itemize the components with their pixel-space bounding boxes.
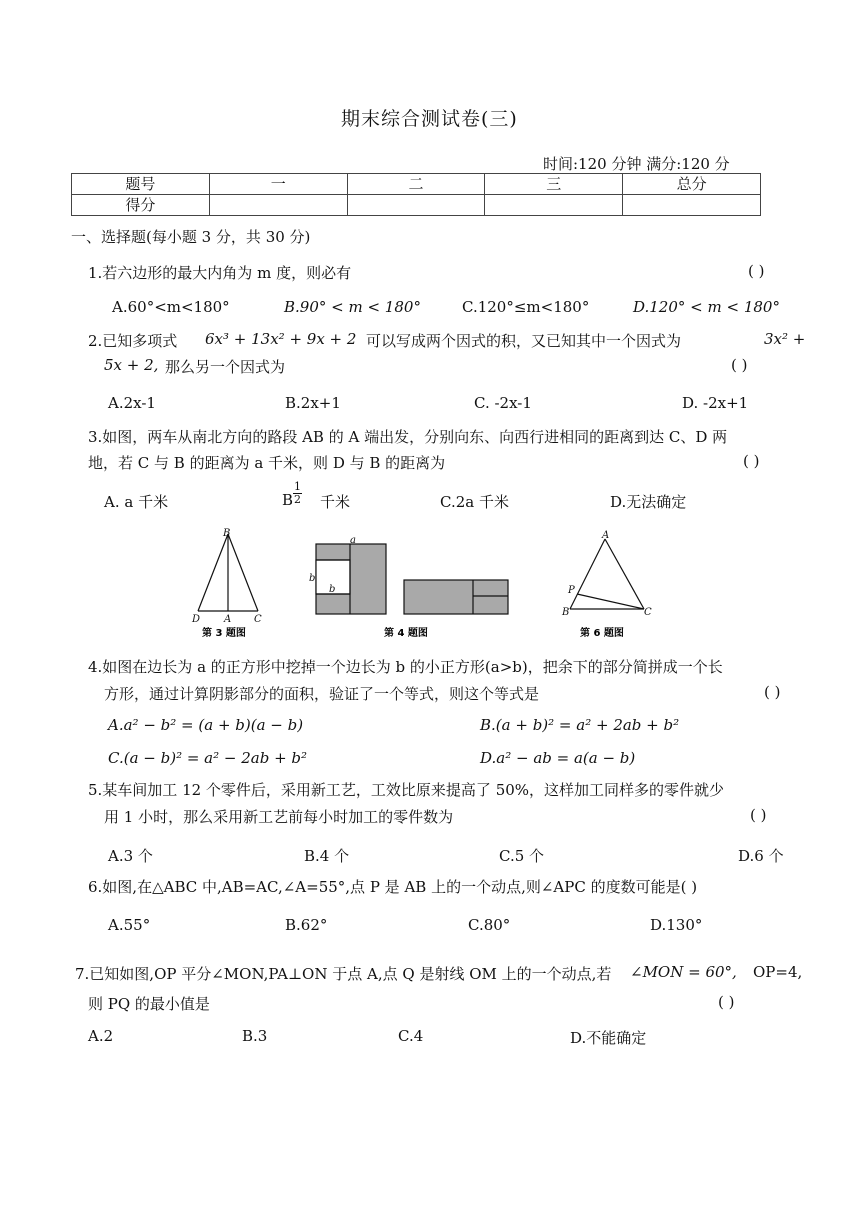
time-info: 时间:120 分钟 满分:120 分 [543,155,730,173]
q2-poly: 6x³ + 13x² + 9x + 2 [205,330,357,348]
q3-line-2: 地，若 C 与 B 的距离为 a 千米，则 D 与 B 的距离为 [88,454,446,472]
q5-line-1: 5.某车间加工 12 个零件后，采用新工艺，工效比原来提高了 50%，这样加工同样多的零件就少 [88,781,725,799]
fig3-label-d: D [192,614,201,625]
score-cell-1[interactable] [209,195,347,216]
q7-option-b: B.3 [242,1027,268,1045]
score-header-label: 题号 [72,174,210,195]
fig3-label-b: B [223,528,231,539]
q1-option-b: B.90° < m < 180° [284,298,421,316]
q3-option-c: C.2a 千米 [440,493,509,511]
q1-option-a: A.60°<m<180° [112,298,230,316]
q2-factor-b: 5x + 2, [104,356,159,374]
q4-option-a: A.a² − b² = (a + b)(a − b) [108,716,304,734]
fig6-side-ac [605,539,644,609]
q1-option-c: C.120°≤m<180° [462,298,590,316]
figure-6 [570,539,644,609]
figure-4 [316,544,508,614]
q3-paren: ( ) [743,452,760,470]
q4-option-b: B.(a + b)² = a² + 2ab + b² [480,716,680,734]
q2-option-c: C. -2x-1 [474,394,532,412]
section-heading: 一、选择题(每小题 3 分，共 30 分) [71,228,311,246]
q4-line-1: 4.如图在边长为 a 的正方形中挖掉一个边长为 b 的小正方形(a>b)，把余下的部分简拼成一个长 [88,658,723,676]
q4-option-c: C.(a − b)² = a² − 2ab + b² [108,749,308,767]
figure-3 [198,534,258,611]
score-table-header-row [72,174,761,195]
q7-stem-1: 7.已知如图,OP 平分∠MON,PA⊥ON 于点 A,点 Q 是射线 OM 上的一个动点,若 [75,965,612,983]
fig6-caption: 第 6 题图 [580,628,624,639]
q5-line-2: 用 1 小时，那么采用新工艺前每小时加工的零件数为 [104,808,454,826]
score-cell-3[interactable] [485,195,623,216]
fig4-caption: 第 4 题图 [384,628,428,639]
fig3-label-a: A [224,614,232,625]
q7-stem-2: OP=4, [753,963,803,981]
q5-option-b: B.4 个 [304,847,350,865]
q2-factor-a: 3x² + [764,330,806,348]
q6-option-a: A.55° [108,916,151,934]
q6-stem: 6.如图,在△ABC 中,AB=AC,∠A=55°,点 P 是 AB 上的一个动点,则∠APC 的度数可能是( ) [88,878,698,896]
q3-option-a: A. a 千米 [104,493,169,511]
score-header-3: 三 [485,174,623,195]
q3-option-d: D.无法确定 [610,493,687,511]
score-header-2: 二 [347,174,485,195]
fig4-label-a: a [350,535,356,546]
q4-line-2: 方形，通过计算阴影部分的面积，验证了一个等式，则这个等式是 [104,685,540,703]
q7-angle: ∠MON = 60°, [630,963,737,981]
q3-option-b-fraction [293,481,302,506]
q1-option-d: D.120° < m < 180° [633,298,780,316]
score-row-label: 得分 [72,195,210,216]
q3-option-b-prefix: B [282,491,294,509]
q2-option-d: D. -2x+1 [682,394,749,412]
q6-option-b: B.62° [285,916,328,934]
score-cell-total[interactable] [623,195,761,216]
q4-option-d: D.a² − ab = a(a − b) [480,749,636,767]
score-header-1: 一 [209,174,347,195]
fig6-label-p: P [568,585,575,596]
q4-paren: ( ) [764,683,781,701]
fig3-side-bd [198,534,228,611]
q7-line-2: 则 PQ 的最小值是 [88,995,210,1013]
q5-option-d: D.6 个 [738,847,784,865]
q5-option-a: A.3 个 [108,847,153,865]
fig6-label-a: A [602,530,610,541]
fig4-rectangle [404,580,508,614]
score-table [71,173,761,216]
q7-paren: ( ) [718,993,735,1011]
q2-stem-1: 2.已知多项式 [88,332,178,350]
q1-paren: ( ) [748,262,765,280]
fig3-side-bc [228,534,258,611]
q5-paren: ( ) [750,806,767,824]
fig3-label-c: C [254,614,262,625]
q7-option-a: A.2 [88,1027,114,1045]
q2-stem-3: 那么另一个因式为 [165,358,286,376]
fraction-denominator: 2 [294,493,301,506]
q6-option-c: C.80° [468,916,511,934]
q7-option-c: C.4 [398,1027,424,1045]
fig4-label-b-inner: b [329,584,336,595]
score-cell-2[interactable] [347,195,485,216]
fig4-label-b-left: b [309,573,316,584]
fig6-label-c: C [644,607,652,618]
q5-option-c: C.5 个 [499,847,545,865]
q7-option-d: D.不能确定 [570,1029,647,1047]
score-header-total: 总分 [623,174,761,195]
fig6-segment-pc [577,594,644,609]
q2-option-b: B.2x+1 [285,394,341,412]
fig6-label-b: B [562,607,570,618]
q6-option-d: D.130° [650,916,703,934]
q3-line-1: 3.如图，两车从南北方向的路段 AB 的 A 端出发，分别向东、向西行进相同的距离到达 C、D 两 [88,428,728,446]
q2-option-a: A.2x-1 [108,394,156,412]
q2-stem-2: 可以写成两个因式的积，又已知其中一个因式为 [366,332,682,350]
score-table-score-row [72,195,761,216]
q1-stem: 1.若六边形的最大内角为 m 度，则必有 [88,264,352,282]
fig3-caption: 第 3 题图 [202,628,246,639]
q3-option-b-unit: 千米 [320,493,351,511]
page-title: 期末综合测试卷(三) [341,108,518,130]
fraction-numerator: 1 [294,480,301,493]
q2-paren: ( ) [731,356,748,374]
figures-strip [188,526,668,640]
